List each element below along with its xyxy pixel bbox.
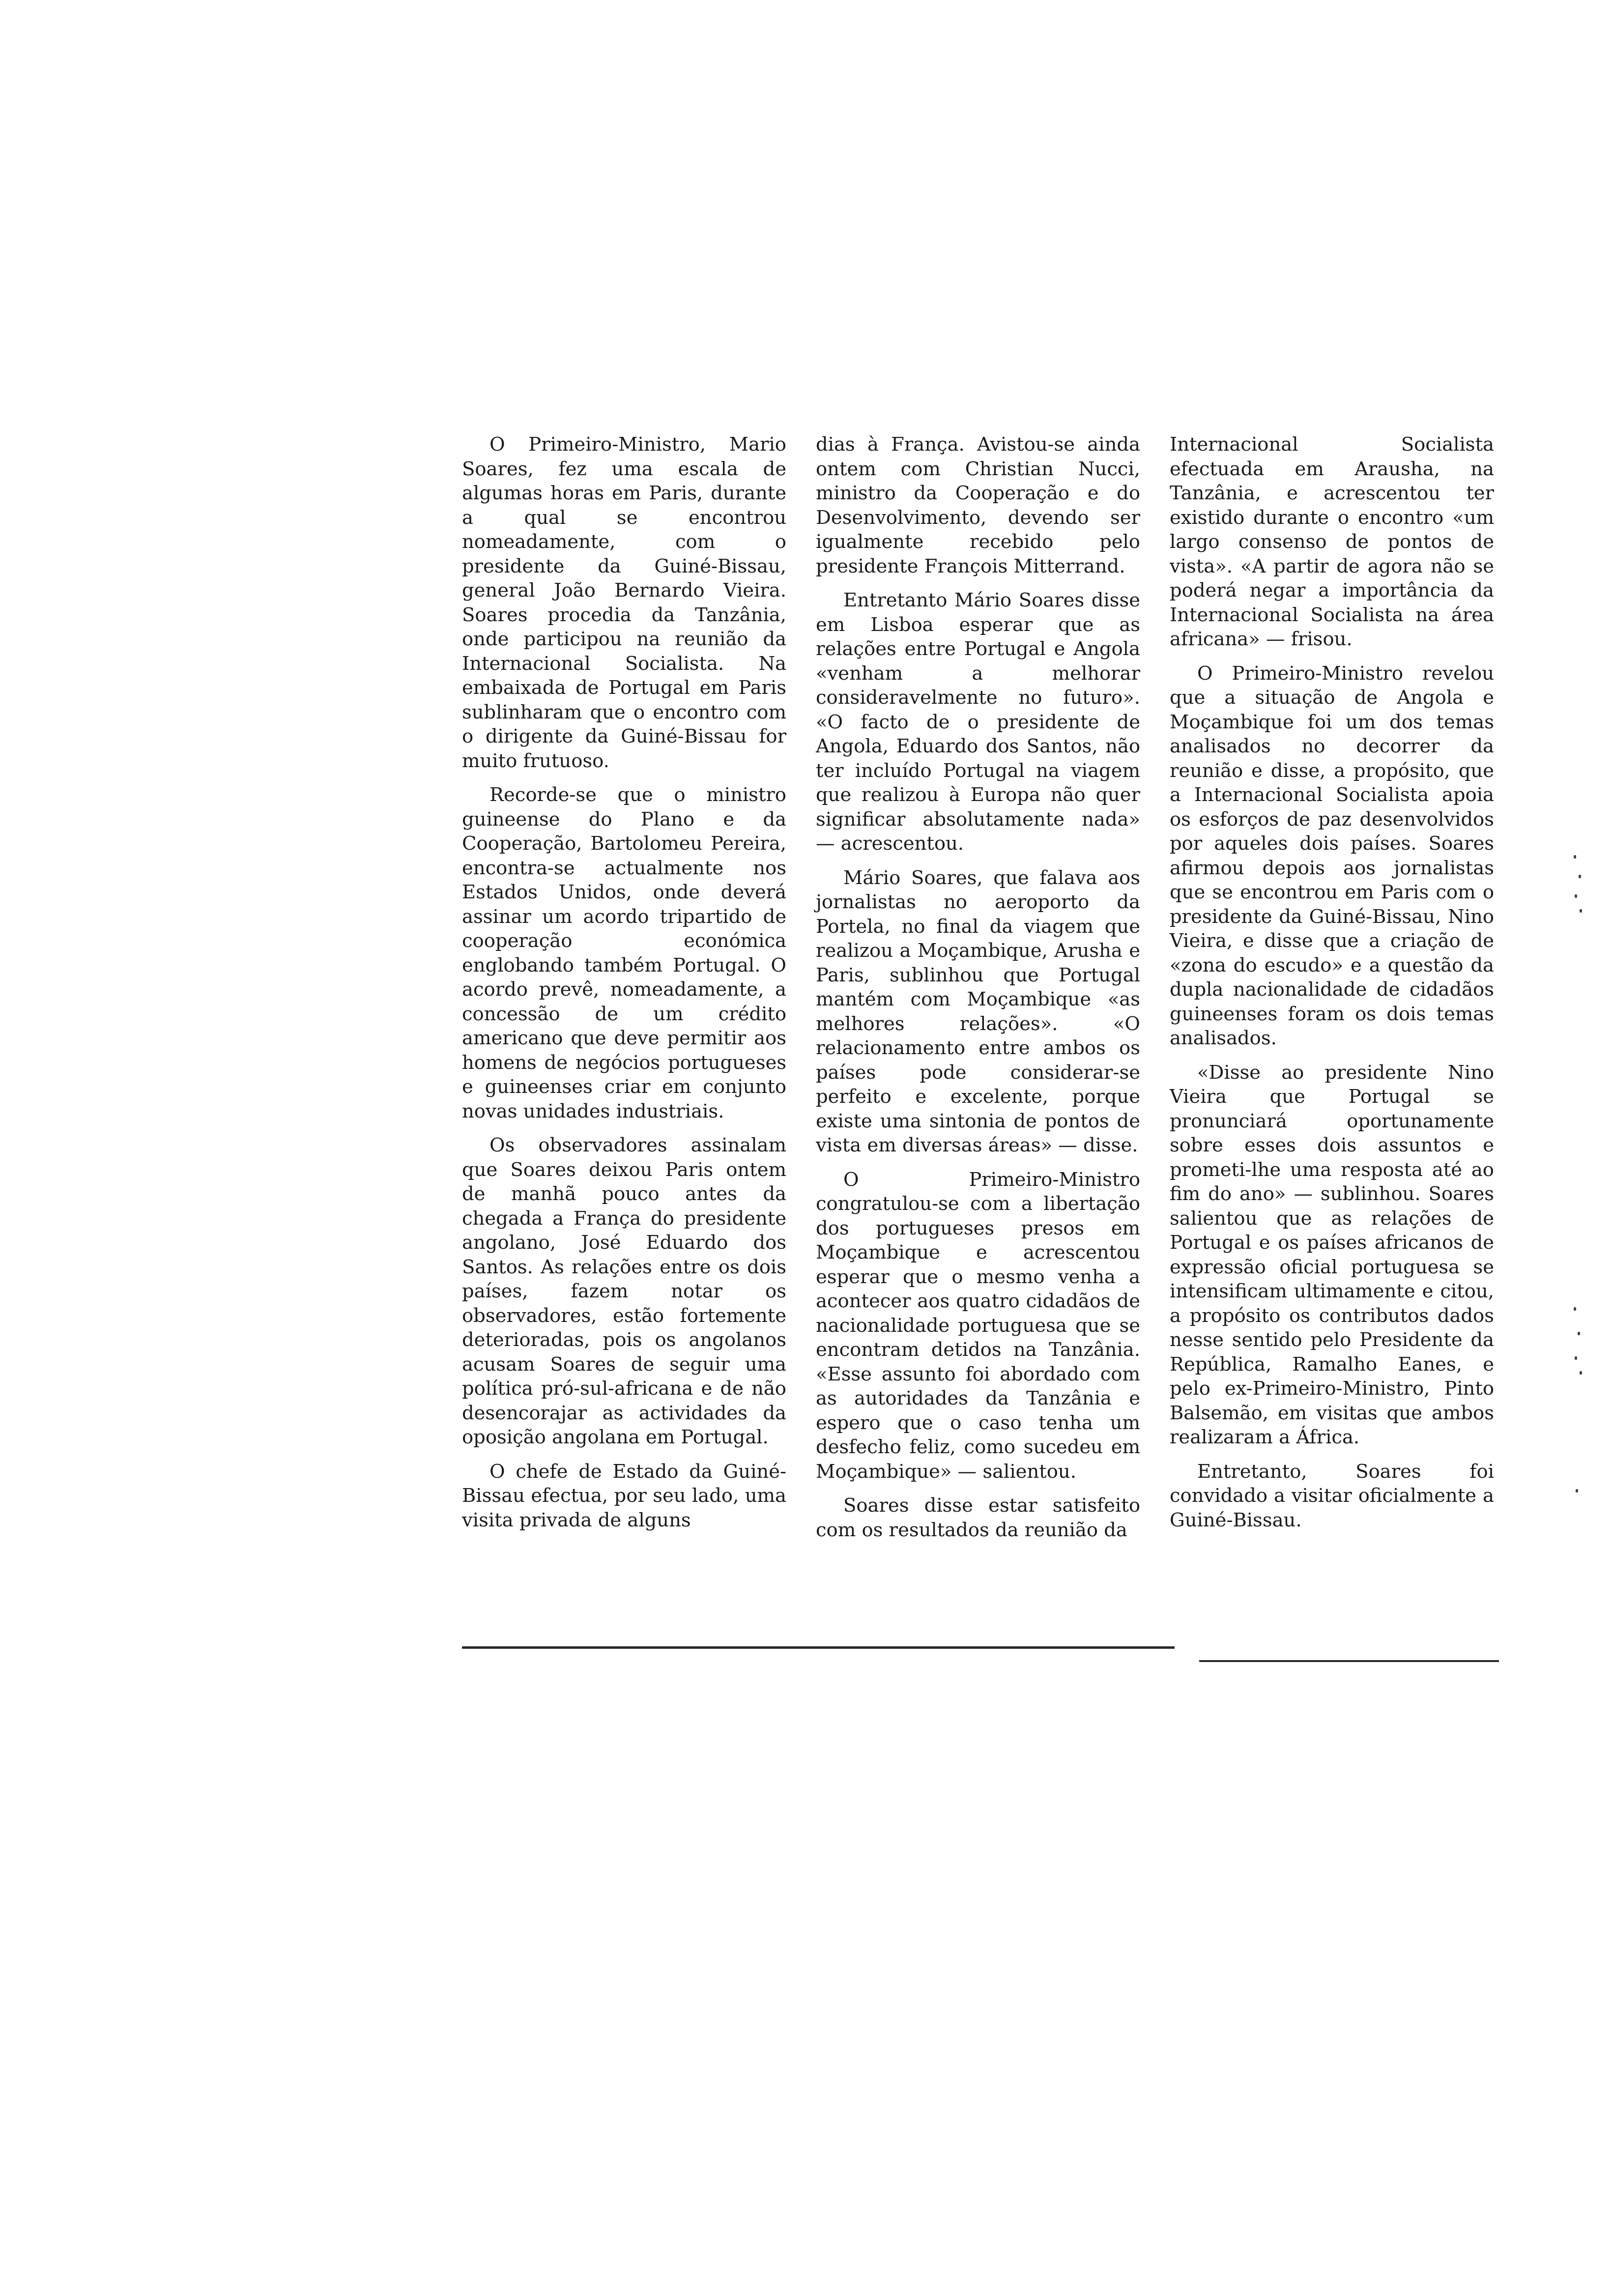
article-paragraph: Soares disse estar satisfeito com os resultados da reunião da (816, 1494, 1140, 1541)
article-paragraph: dias à França. Avistou-se ainda ontem com Christian Nucci, ministro da Cooperação e do Desenvolvimento, devendo ser igualmente recebido pelo presidente François Mitterrand. (816, 433, 1140, 577)
article-column-2 (816, 432, 1140, 1552)
bottom-rule-right (1199, 1660, 1499, 1662)
article-paragraph: Internacional Socialista efectuada em Arausha, na Tanzânia, e acrescentou ter existido durante o encontro «um largo consenso de pontos de vista». «A partir de agora não se poderá negar a importância da Internacional Socialista na área africana» — frisou. (1170, 433, 1494, 650)
newspaper-clipping (462, 432, 1499, 1651)
article-column-3 (1170, 432, 1494, 1542)
article-paragraph: Entretanto Mário Soares disse em Lisboa esperar que as relações entre Portugal e Angola «venham a melhorar consideravelmente no futuro». «O facto de o presidente de Angola, Eduardo dos Santos, não ter incluído Portugal na viagem que realizou à Europa não quer significar absolutamente nada» — acrescentou. (816, 589, 1140, 855)
article-paragraph: Os observadores assinalam que Soares deixou Paris ontem de manhã pouco antes da chegada a França do presidente angolano, José Eduardo dos Santos. As relações entre os dois países, fazem notar os observadores, estão fortemente deterioradas, pois os angolanos acusam Soares de seguir uma política pró-sul-africana e de não desencorajar as actividades da oposição angolana em Portugal. (462, 1134, 786, 1448)
article-paragraph: O chefe de Estado da Guiné-Bissau efectua, por seu lado, uma visita privada de alguns (462, 1460, 786, 1531)
bottom-rule (462, 1646, 1175, 1649)
article-paragraph: Recorde-se que o ministro guineense do Plano e da Cooperação, Bartolomeu Pereira, encontra-se actualmente nos Estados Unidos, onde deverá assinar um acordo tripartido de cooperação económica englobando também Portugal. O acordo prevê, nomeadamente, a concessão de um crédito americano que deve permitir aos homens de negócios portugueses e guineenses criar em conjunto novas unidades industriais. (462, 784, 786, 1122)
article-paragraph: Entretanto, Soares foi convidado a visitar oficialmente a Guiné-Bissau. (1170, 1460, 1494, 1531)
article-paragraph: O Primeiro-Ministro, Mario Soares, fez uma escala de algumas horas em Paris, durante a qual se encontrou nomeadamente, com o presidente da Guiné-Bissau, general João Bernardo Vieira. Soares procedia da Tanzânia, onde participou na reunião da Internacional Socialista. Na embaixada de Portugal em Paris sublinharam que o encontro com o dirigente da Guiné-Bissau for muito frutuoso. (462, 433, 786, 772)
article-paragraph: O Primeiro-Ministro revelou que a situação de Angola e Moçambique foi um dos temas analisados no decorrer da reunião e disse, a propósito, que a Internacional Socialista apoia os esforços de paz desenvolvidos por aqueles dois países. Soares afirmou depois aos jornalistas que se encontrou em Paris com o presidente da Guiné-Bissau, Nino Vieira, e disse que a criação de «zona do escudo» e a questão da dupla nacionalidade de cidadãos guineenses foram os dois temas analisados. (1170, 662, 1494, 1049)
article-paragraph: O Primeiro-Ministro congratulou-se com a libertação dos portugueses presos em Moçambique e acrescentou esperar que o mesmo venha a acontecer aos quatro cidadãos de nacionalidade portuguesa que se encontram detidos na Tanzânia. «Esse assunto foi abordado com as autoridades da Tanzânia e espero que o caso tenha um desfecho feliz, como sucedeu em Moçambique» — salientou. (816, 1168, 1140, 1483)
article-column-1 (462, 432, 786, 1542)
article-paragraph: «Disse ao presidente Nino Vieira que Portugal se pronunciará oportunamente sobre esses dois assuntos e prometi-lhe uma resposta até ao fim do ano» — sublinhou. Soares salientou que as relações de Portugal e os países africanos de expressão oficial portuguesa se intensificam ultimamente e citou, a propósito os contributos dados nesse sentido pelo Presidente da República, Ramalho Eanes, e pelo ex-Primeiro-Ministro, Pinto Balsemão, em visitas que ambos realizaram a África. (1170, 1061, 1494, 1448)
article-paragraph: Mário Soares, que falava aos jornalistas no aeroporto da Portela, no final da viagem que realizou a Moçambique, Arusha e Paris, sublinhou que Portugal mantém com Moçambique «as melhores relações». «O relacionamento entre ambos os países pode considerar-se perfeito e excelente, porque existe uma sintonia de pontos de vista em diversas áreas» — disse. (816, 866, 1140, 1156)
scan-specks (1573, 855, 1587, 1494)
